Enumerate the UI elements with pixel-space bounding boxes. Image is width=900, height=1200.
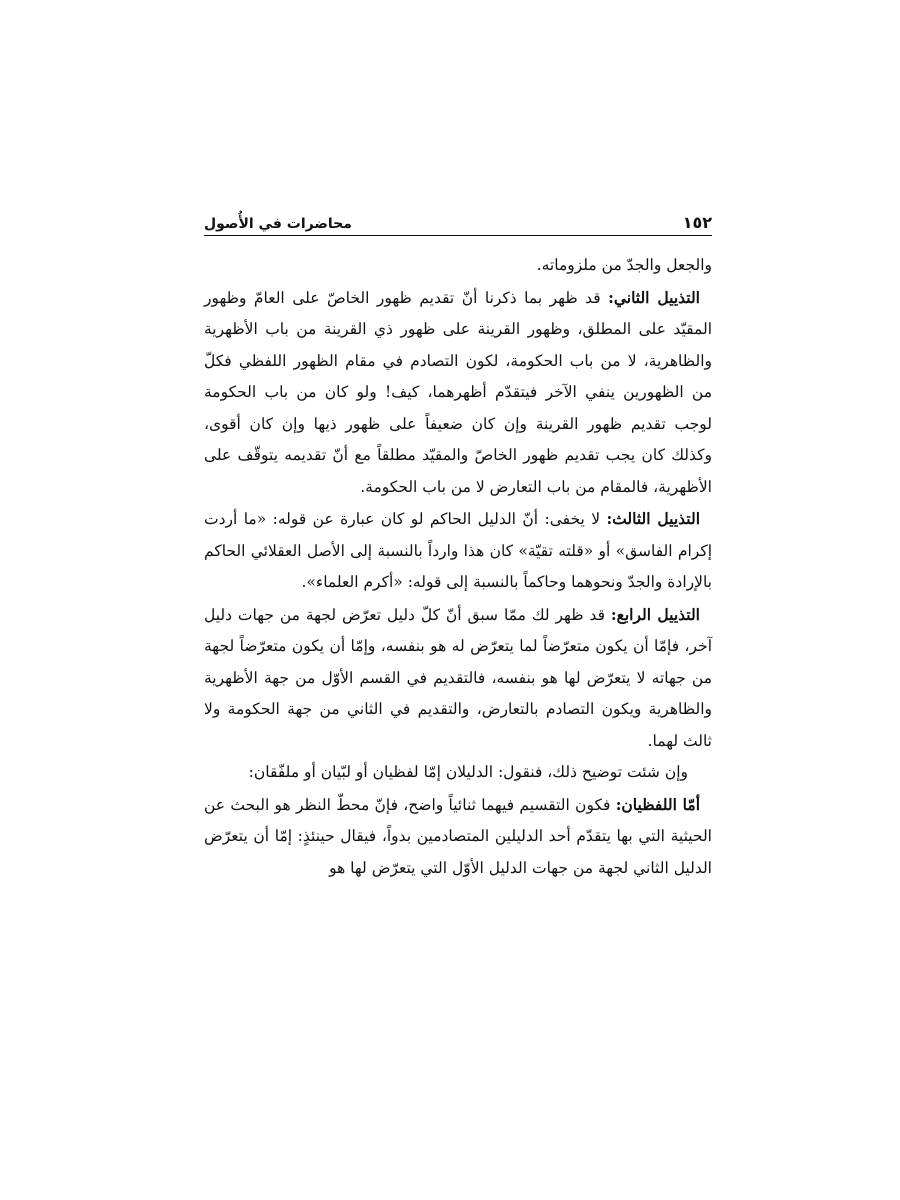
book-title: محاضرات في الأُصول bbox=[204, 216, 352, 232]
running-head bbox=[204, 208, 712, 232]
body-text bbox=[204, 250, 712, 884]
paragraph-heading: أمّا اللفظيان: bbox=[615, 794, 700, 814]
paragraph-text: وإن شئت توضيح ذلك، فنقول: الدليلان إمّا لفظيان أو لبّيان أو ملفّقان: bbox=[248, 763, 688, 781]
paragraph-text: والجعل والجدّ من ملزوماته. bbox=[536, 256, 712, 274]
paragraph-text: قد ظهر لك ممّا سبق أنّ كلّ دليل تعرّض لجهة من جهات دليل آخر، فإمّا أن يكون متعرّضاً لما يتعرّض له هو بنفسه، وإمّا أن يكون متعرّضاً لجهة من جهاته لا يتعرّض لها هو بنفسه، فالتقديم في القسم الأوّل من جهة الأظهرية والظاهرية ويكون التصادم بالتعارض، والتقديم في الثاني من جهة الحكومة ولا ثالث لهما. bbox=[204, 605, 712, 750]
paragraph-heading: التذييل الثالث: bbox=[606, 509, 700, 528]
paragraph-explanation bbox=[204, 757, 712, 789]
paragraph-heading: التذييل الرابع: bbox=[610, 604, 700, 624]
paragraph-heading: التذييل الثاني: bbox=[608, 287, 700, 307]
paragraph-verbal-evidences bbox=[204, 789, 712, 885]
page-number: ١٥٢ bbox=[682, 213, 712, 232]
paragraph-continuation bbox=[204, 250, 712, 282]
header-rule bbox=[204, 235, 712, 236]
paragraph-second-appendix bbox=[204, 282, 712, 504]
paragraph-fourth-appendix bbox=[204, 599, 712, 758]
paragraph-third-appendix bbox=[204, 503, 712, 599]
paragraph-text: لا يخفى: أنّ الدليل الحاكم لو كان عبارة عن قوله: «ما أردت إكرام الفاسق» أو «قلته تقيّة» كان هذا وارداً بالنسبة إلى الأصل العقلائي الحاكم بالإرادة والجدّ ونحوهما وحاكماً بالنسبة إلى قوله: «أكرم العلماء». bbox=[204, 510, 712, 591]
paragraph-text: قد ظهر بما ذكرنا أنّ تقديم ظهور الخاصّ على العامّ وظهور المقيّد على المطلق، وظهور القرينة على ظهور ذي القرينة من باب الأظهرية والظاهرية، لا من باب الحكومة، لكون التصادم في مقام الظهور اللفظي فكلّ من الظهورين ينفي الآخر فيتقدّم أظهرهما، كيف! ولو كان من باب الحكومة لوجب تقديم ظهور القرينة وإن كان ضعيفاً على ظهور ذيها وإن كان أقوى، وكذلك كان يجب تقديم ظهور الخاصّ والمقيّد مطلقاً مع أنّ تقديمه يتوقّف على الأظهرية، فالمقام من باب التعارض لا من باب الحكومة. bbox=[204, 288, 712, 496]
paragraph-text: فكون التقسيم فيهما ثنائياً واضح، فإنّ محطّ النظر هو البحث عن الحيثية التي بها يتقدّم أحد الدليلين المتصادمين بدواً، فيقال حينئذٍ: إمّا أن يتعرّض الدليل الثاني لجهة من جهات الدليل الأوّل التي يتعرّض لها هو bbox=[204, 795, 712, 877]
